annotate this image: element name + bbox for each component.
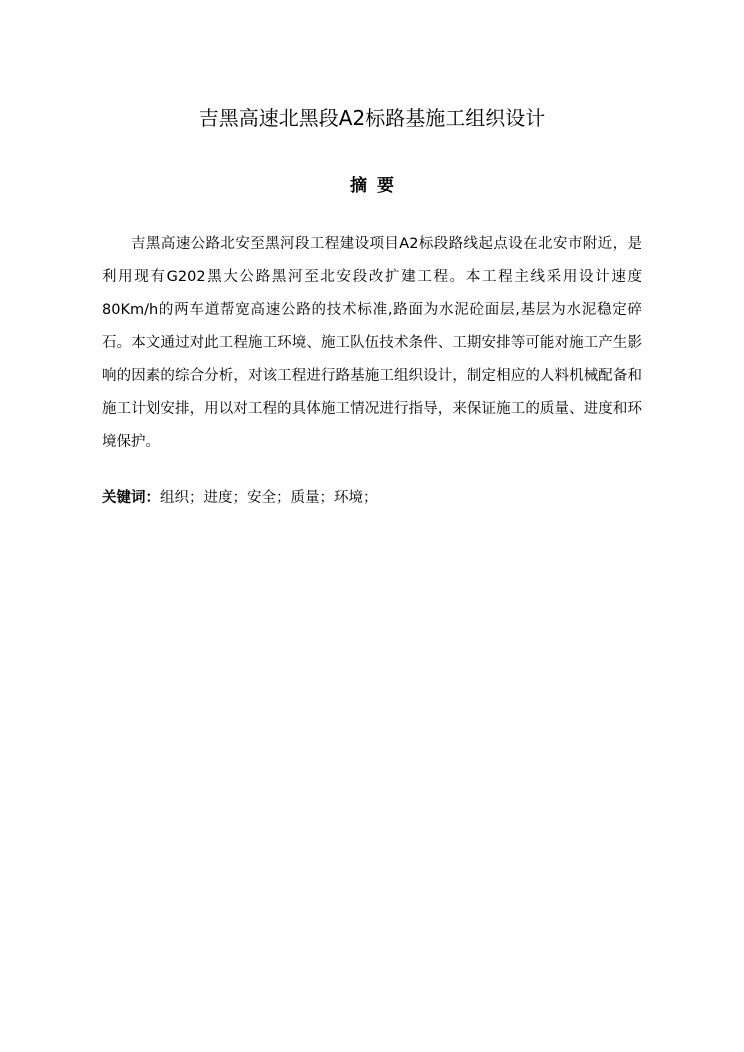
abstract-heading: 摘要 (350, 176, 404, 196)
document-title: 吉黑高速北黑段A2标路基施工组织设计 (198, 106, 546, 130)
keywords-value: 组织；进度；安全；质量；环境； (160, 490, 378, 506)
keywords-line (102, 486, 642, 510)
keywords-label: 关键词： (102, 490, 160, 506)
abstract-paragraph: 吉黑高速公路北安至黑河段工程建设项目A2标段路线起点设在北安市附近，是利用现有G202黑大公路黑河至北安段改扩建工程。本工程主线采用设计速度80Km/h的两车道帮宽高速公路的技术标准,路面为水泥砼面层,基层为水泥稳定碎石。本文通过对此工程施工环境、施工队伍技术条件、工期安排等可能对施工产生影响的因素的综合分析，对该工程进行路基施工组织设计，制定相应的人料机械配备和施工计划安排，用以对工程的具体施工情况进行指导，来保证施工的质量、进度和环境保护。 (102, 236, 642, 450)
